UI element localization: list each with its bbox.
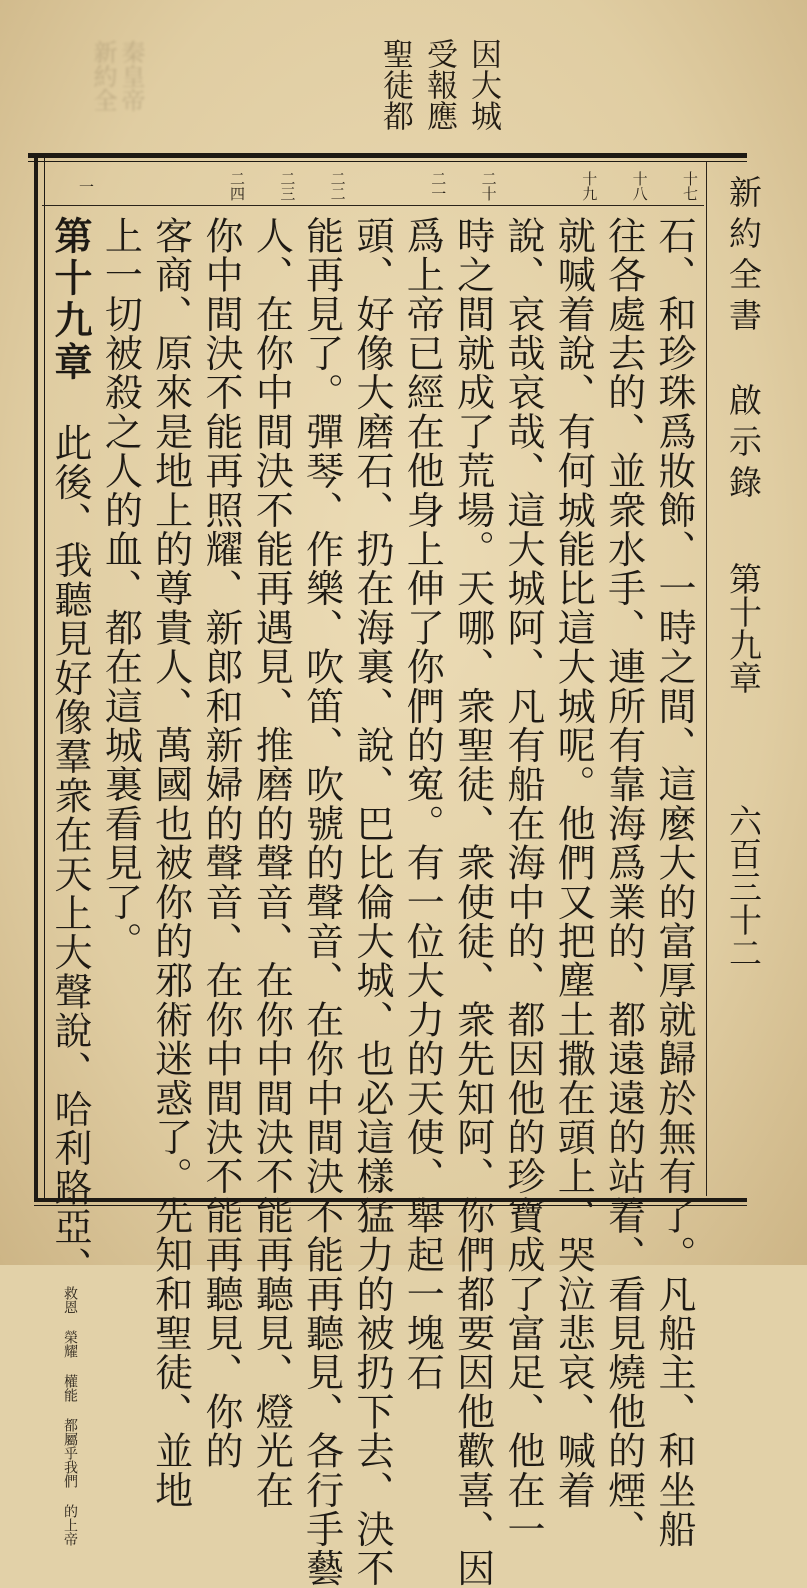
verse-number: [499, 168, 547, 204]
column-text: 上一切被殺之人的血、都在這城裏看見了。: [98, 216, 143, 961]
running-head-book: 新約全書: [724, 175, 763, 339]
verse-number: [96, 168, 144, 204]
running-head-title: 啟示錄: [724, 383, 763, 506]
text-column: [499, 168, 547, 1549]
column-text: 往各處去的、並衆水手、連所有靠海爲業的、都遠遠的站着、看見燒他的煙、: [601, 216, 646, 1549]
column-text: 頭、好像大磨石、扔在海裏、說、巴比倫大城、也必這樣猛力的被扔下去、決不: [349, 216, 394, 1588]
text-column: [46, 168, 95, 1546]
text-column: [398, 168, 448, 1392]
column-text: 石、和珍珠爲妝飾、一時之間、這麼大的富厚就歸於無有了。凡船主、和坐船: [651, 216, 696, 1549]
verse-number: 二二: [328, 171, 347, 201]
verse-number: 二四: [227, 171, 246, 201]
text-column: [449, 168, 498, 1588]
text-column: [549, 168, 599, 1510]
running-head-chapter: 第十九章: [724, 562, 763, 694]
frame-left-rule: [34, 158, 38, 1200]
verse-number: 二十: [479, 171, 498, 201]
column-text: 爲上帝已經在他身上伸了你們的寃。有一位大力的天使、舉起一塊石: [400, 216, 445, 1392]
running-head-page-number: 六百三十二: [724, 804, 763, 969]
verse-number: 二一: [429, 171, 448, 201]
column-text-continued: 此後、我聽見好像羣衆在天上大聲說、哈利路亞、: [48, 423, 92, 1286]
column-text: 就喊着說、有何城能比這大城呢。他們又把塵土撒在頭上、哭泣悲哀、喊着: [551, 216, 596, 1510]
running-head-rule: [706, 162, 707, 1196]
bleed-through-text: 秦皇帝 新約全: [89, 40, 145, 112]
column-text: [46, 216, 94, 1546]
headnote-top: [370, 38, 505, 146]
verse-number: 一: [77, 178, 95, 194]
headnote-line-2: 受報應: [421, 38, 457, 131]
verse-number: [348, 168, 396, 204]
verse-number: 十八: [630, 171, 649, 201]
frame-top-rule: [28, 153, 747, 158]
column-text: 說、哀哉哀哉、這大城阿、凡有船在海中的、都因他的珍寶成了富足、他在一: [500, 216, 545, 1549]
headnote-line-1: 因大城: [465, 38, 501, 131]
column-text: 人、在你中間決不能再遇見、推磨的聲音、在你中間決不能再聽見、燈光在: [249, 216, 294, 1510]
text-column: [650, 168, 699, 1549]
verse-number: 十七: [680, 171, 699, 201]
running-head: [712, 175, 766, 1175]
margin-note: 救恩 榮耀 權能 都屬乎我們 的上帝: [62, 1285, 78, 1546]
verse-number: 二三: [278, 171, 297, 201]
headnote-line-3: 聖徒都: [377, 38, 413, 131]
column-text: 時之間就成了荒場。天哪、衆聖徒、衆使徒、衆先知阿、你們都要因他歡喜、因: [450, 216, 495, 1588]
verse-number: 十九: [580, 171, 599, 201]
text-column: [197, 168, 246, 1471]
verse-number: [147, 168, 195, 204]
column-text: 客商、原來是地上的尊貴人、萬國也被你的邪術迷惑了。先知和聖徒、並地: [148, 216, 193, 1510]
column-text: 你中間決不能再照耀、新郎和新婦的聲音、在你中間決不能再聽見、你的: [198, 216, 243, 1471]
text-column: [147, 168, 195, 1510]
chapter-heading: 第十九章: [48, 216, 93, 384]
column-text: 能再見了。彈琴、作樂、吹笛、吹號的聲音、在你中間決不能再聽見、各行手藝: [299, 216, 344, 1588]
text-column: [247, 168, 297, 1510]
text-column: [96, 168, 144, 1188]
text-column: [600, 168, 649, 1549]
verse-columns: [46, 168, 699, 1588]
text-column: [348, 168, 396, 1588]
text-column: [298, 168, 347, 1588]
